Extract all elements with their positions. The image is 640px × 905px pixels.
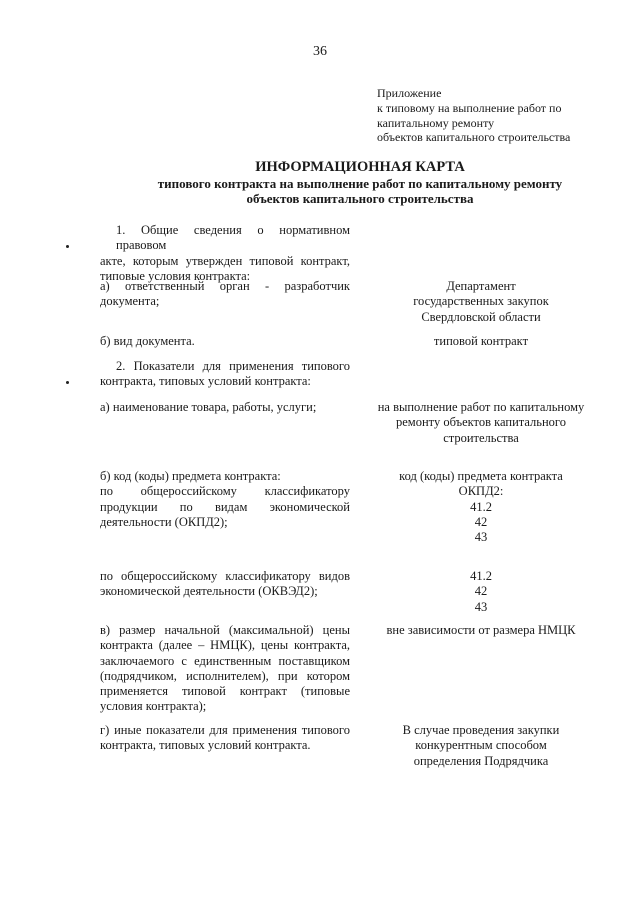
- text-line: а) наименование товара, работы, услуги;: [100, 400, 317, 414]
- appendix-line: объектов капитального строительства: [377, 130, 571, 145]
- text-line: применяется типовой контракт (типовые: [100, 684, 350, 699]
- title-main: ИНФОРМАЦИОННАЯ КАРТА: [255, 159, 465, 175]
- text-line: типовой контракт: [433, 334, 529, 348]
- text-line: экономической деятельности (ОКВЭД2);: [100, 584, 318, 599]
- appendix-line: капитальному ремонту: [377, 115, 495, 130]
- code-value: 41.2: [470, 569, 492, 583]
- page-number: 36: [313, 44, 327, 59]
- text-line: б) код (коды) предмета контракта:: [100, 469, 281, 483]
- margin-dot: [66, 381, 69, 384]
- text-line: продукции по видам экономической: [100, 499, 350, 514]
- text-line: по общероссийскому классификатору: [100, 484, 350, 499]
- text-line: г) иные показатели для применения типового: [100, 723, 350, 737]
- text-line: ОКПД2:: [458, 484, 504, 499]
- code-value: 43: [474, 599, 488, 614]
- text-line: акте, которым утвержден типовой контракт,: [100, 253, 350, 268]
- document-title: [100, 160, 620, 206]
- text-line: условия контракта);: [100, 699, 207, 714]
- section-2v-label: [100, 623, 350, 715]
- text-line: Департамент: [446, 279, 516, 293]
- code-value: 43: [474, 530, 488, 545]
- section-1b-value: [357, 334, 605, 349]
- appendix-line: Приложение: [377, 86, 442, 100]
- section-1a-value: [357, 279, 605, 325]
- text-line: деятельности (ОКПД2);: [100, 514, 228, 529]
- text-line: контракта (далее – НМЦК), цены контракта,: [100, 638, 350, 653]
- section-2g-value: [357, 723, 605, 769]
- section-1-heading: [100, 223, 350, 284]
- code-value: 41.2: [470, 499, 492, 514]
- text-line: контракта, типовых условий контракта.: [100, 738, 311, 753]
- text-line: а) ответственный орган - разработчик: [100, 279, 350, 293]
- section-2b-value: [357, 469, 605, 545]
- text-line: 1. Общие сведения о нормативном правовом: [116, 223, 350, 253]
- section-2b-okved-value: [357, 569, 605, 615]
- title-subtitle-line: объектов капитального строительства: [246, 191, 474, 206]
- section-2-heading: [100, 359, 350, 390]
- appendix-note: [377, 86, 617, 145]
- section-1a-label: [100, 279, 350, 310]
- text-line: документа;: [100, 294, 160, 309]
- section-2a-value: [357, 400, 605, 446]
- text-line: код (коды) предмета контракта: [399, 469, 563, 483]
- section-1b-label: [100, 334, 350, 349]
- text-line: (подрядчиком, исполнителем), при котором: [100, 668, 350, 683]
- text-line: контракта, типовых условий контракта:: [100, 374, 311, 389]
- section-2v-value: [357, 623, 605, 638]
- text-line: типовые условия контракта:: [100, 268, 251, 283]
- text-line: заключаемого с единственным поставщиком: [100, 653, 350, 668]
- section-2g-label: [100, 723, 350, 754]
- text-line: В случае проведения закупки: [402, 723, 560, 737]
- margin-dot: [66, 245, 69, 248]
- code-value: 42: [474, 584, 488, 599]
- text-line: вне зависимости от размера НМЦК: [386, 623, 576, 637]
- text-line: определения Подрядчика: [413, 753, 549, 768]
- text-line: в) размер начальной (максимальной) цены: [100, 623, 350, 637]
- text-line: 2. Показатели для применения типового: [116, 359, 350, 373]
- text-line: на выполнение работ по капитальному: [377, 400, 585, 414]
- section-2a-label: [100, 400, 350, 415]
- text-line: б) вид документа.: [100, 334, 195, 348]
- text-line: Свердловской области: [421, 309, 541, 324]
- text-line: ремонту объектов капитального: [396, 415, 566, 430]
- section-2b-okved-label: [100, 569, 350, 600]
- title-subtitle-line: типового контракта на выполнение работ по капитальному ремонту: [157, 176, 563, 191]
- text-line: строительства: [443, 430, 519, 445]
- text-line: по общероссийскому классификатору видов: [100, 569, 350, 583]
- appendix-line: к типовому на выполнение работ по: [377, 100, 562, 115]
- code-value: 42: [474, 514, 488, 529]
- text-line: конкурентным способом: [415, 738, 547, 753]
- section-2b-label: [100, 469, 350, 530]
- text-line: государственных закупок: [413, 294, 549, 309]
